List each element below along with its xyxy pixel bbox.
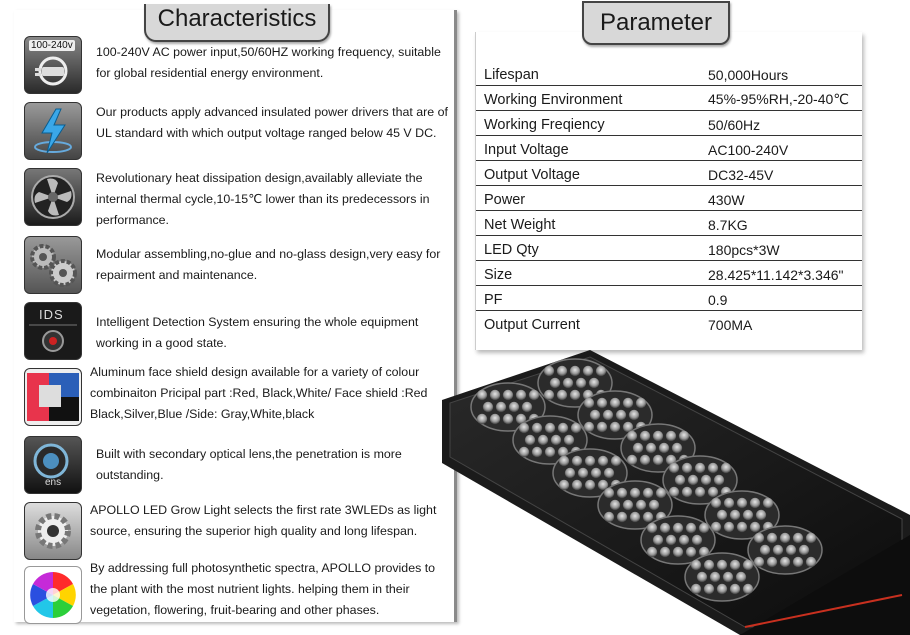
table-row bbox=[476, 285, 862, 311]
led-lens bbox=[708, 487, 718, 497]
led-lens bbox=[750, 522, 760, 532]
led-lens bbox=[490, 390, 500, 400]
led-lens bbox=[736, 572, 746, 582]
led-lens bbox=[640, 455, 650, 465]
led-lens bbox=[597, 398, 607, 408]
led-lens bbox=[786, 545, 796, 555]
led-lens bbox=[598, 456, 608, 466]
led-lens bbox=[653, 431, 663, 441]
param-value: DC32-45V bbox=[708, 167, 774, 183]
parameter-title: Parameter bbox=[582, 1, 730, 45]
led-lens bbox=[559, 480, 569, 490]
ids-icon-label: IDS bbox=[39, 307, 64, 322]
feature-text: Intelligent Detection System ensuring the whole equipment working in a good state. bbox=[96, 315, 419, 350]
characteristics-panel bbox=[14, 5, 457, 622]
led-lens bbox=[627, 431, 637, 441]
led-lens bbox=[585, 456, 595, 466]
led-lens bbox=[519, 423, 529, 433]
led-lens bbox=[767, 533, 777, 543]
led-lens bbox=[585, 480, 595, 490]
led-lens bbox=[686, 523, 696, 533]
led-lens bbox=[780, 533, 790, 543]
led-lens bbox=[717, 584, 727, 594]
led-lens bbox=[576, 378, 586, 388]
voltage-plug-icon bbox=[24, 36, 82, 94]
led-lens bbox=[653, 455, 663, 465]
led-lens bbox=[666, 535, 676, 545]
color-spectrum-icon bbox=[24, 566, 82, 624]
led-lens bbox=[660, 547, 670, 557]
feature-text: Aluminum face shield design available for a variety of colour combinaiton Pricipal part :Red, Black,White/ Face shield :Red Black,Silver,Blue /Side: Gray,White,black bbox=[90, 365, 428, 421]
param-value: 0.9 bbox=[708, 292, 728, 308]
voltage-icon-label: 100-240v bbox=[31, 40, 73, 51]
led-lens bbox=[596, 366, 606, 376]
led-lens bbox=[669, 487, 679, 497]
led-lens bbox=[679, 431, 689, 441]
table-row bbox=[476, 185, 862, 211]
led-lens bbox=[519, 447, 529, 457]
led-lens bbox=[522, 402, 532, 412]
param-value: 430W bbox=[708, 192, 745, 208]
led-lens bbox=[659, 443, 669, 453]
led-lens bbox=[673, 523, 683, 533]
led-lens bbox=[617, 512, 627, 522]
led-lens bbox=[793, 533, 803, 543]
led-lens bbox=[557, 366, 567, 376]
param-label: Size bbox=[484, 267, 513, 283]
led-lens bbox=[509, 402, 519, 412]
led-lens bbox=[647, 523, 657, 533]
led-lens bbox=[656, 488, 666, 498]
led-lens bbox=[679, 535, 689, 545]
led-lens bbox=[695, 463, 705, 473]
led-lens bbox=[503, 390, 513, 400]
led-lens bbox=[490, 414, 500, 424]
led-lens bbox=[544, 390, 554, 400]
feature-text: Built with secondary optical lens,the penetration is more outstanding. bbox=[96, 447, 402, 482]
led-lens bbox=[558, 423, 568, 433]
led-lens bbox=[697, 572, 707, 582]
led-lens bbox=[743, 510, 753, 520]
led-lens bbox=[477, 390, 487, 400]
led-lens bbox=[564, 435, 574, 445]
led-lens bbox=[496, 402, 506, 412]
led-lens bbox=[544, 366, 554, 376]
feature-text: Modular assembling,no-glue and no-glass design,very easy for repairment and maintenance. bbox=[96, 247, 441, 282]
parameter-table bbox=[475, 32, 862, 350]
led-lens bbox=[806, 557, 816, 567]
led-lens bbox=[692, 535, 702, 545]
led-lens bbox=[636, 500, 646, 510]
led-lens bbox=[532, 447, 542, 457]
led-lens bbox=[604, 468, 614, 478]
led-lens bbox=[767, 557, 777, 567]
lens-icon-label: ens bbox=[45, 477, 62, 488]
led-lens bbox=[538, 435, 548, 445]
led-lens bbox=[636, 398, 646, 408]
led-lens bbox=[545, 447, 555, 457]
param-label: Lifespan bbox=[484, 67, 539, 83]
led-lens bbox=[704, 560, 714, 570]
led-lens bbox=[477, 414, 487, 424]
led-lens bbox=[643, 512, 653, 522]
led-lens bbox=[754, 533, 764, 543]
table-row bbox=[476, 135, 862, 161]
led-lens bbox=[610, 500, 620, 510]
led-lens bbox=[617, 488, 627, 498]
led-lens bbox=[633, 443, 643, 453]
color-shield-icon bbox=[24, 368, 82, 426]
led-lens bbox=[590, 410, 600, 420]
table-row bbox=[476, 85, 862, 111]
led-lens bbox=[640, 431, 650, 441]
led-lens bbox=[551, 435, 561, 445]
led-lens bbox=[610, 422, 620, 432]
led-lens bbox=[623, 398, 633, 408]
led-lens bbox=[724, 522, 734, 532]
param-label: Working Freqiency bbox=[484, 117, 605, 133]
led-lens bbox=[760, 545, 770, 555]
feature-text: Revolutionary heat dissipation design,availably alleviate the internal thermal cycle,10-15℃ lower than its predecessors in performance. bbox=[96, 171, 430, 227]
led-lens bbox=[669, 463, 679, 473]
led-lens bbox=[691, 560, 701, 570]
table-row bbox=[476, 110, 862, 136]
led-lens bbox=[647, 547, 657, 557]
led-lens bbox=[563, 378, 573, 388]
led-lens bbox=[666, 431, 676, 441]
led-lens bbox=[730, 584, 740, 594]
led-lens bbox=[597, 422, 607, 432]
led-lens bbox=[688, 475, 698, 485]
led-module bbox=[748, 526, 822, 574]
led-lens bbox=[570, 366, 580, 376]
led-lens bbox=[584, 422, 594, 432]
led-lens bbox=[695, 487, 705, 497]
param-label: Output Current bbox=[484, 317, 580, 333]
led-grow-light-image bbox=[440, 345, 910, 635]
led-lens bbox=[672, 443, 682, 453]
led-lens bbox=[723, 572, 733, 582]
led-lens bbox=[708, 463, 718, 473]
param-value: 50,000Hours bbox=[708, 67, 789, 83]
param-label: LED Qty bbox=[484, 242, 539, 258]
led-lens bbox=[604, 488, 614, 498]
feature-text: APOLLO LED Grow Light selects the first rate 3WLEDs as light source, ensuring the superior high quality and long lifespan. bbox=[90, 503, 437, 538]
led-lens bbox=[559, 456, 569, 466]
led-lens bbox=[704, 584, 714, 594]
led-lens bbox=[603, 410, 613, 420]
optical-lens-icon bbox=[24, 436, 82, 494]
feature-text: By addressing full photosynthetic spectra, APOLLO provides to the plant with the most nutrient lights. helping them in their vegetation, flowering, fruit-bearing and other phases. bbox=[90, 561, 436, 617]
led-lens bbox=[557, 390, 567, 400]
led-lens bbox=[532, 423, 542, 433]
led-lens bbox=[675, 475, 685, 485]
led-lens bbox=[584, 398, 594, 408]
led-lens bbox=[516, 390, 526, 400]
led-lens bbox=[550, 378, 560, 388]
led-lens bbox=[743, 560, 753, 570]
param-label: PF bbox=[484, 292, 503, 308]
led-lens bbox=[660, 523, 670, 533]
led-lens bbox=[572, 480, 582, 490]
led-lens bbox=[630, 512, 640, 522]
led-lens bbox=[565, 468, 575, 478]
param-value: 180pcs*3W bbox=[708, 242, 780, 258]
led-lens bbox=[583, 366, 593, 376]
led-lens bbox=[717, 560, 727, 570]
param-value: AC100-240V bbox=[708, 142, 789, 158]
param-label: Input Voltage bbox=[484, 142, 569, 158]
led-lens bbox=[578, 468, 588, 478]
table-row bbox=[476, 310, 862, 335]
led-lens bbox=[711, 498, 721, 508]
led-lens bbox=[717, 510, 727, 520]
param-label: Net Weight bbox=[484, 217, 556, 233]
led-lens bbox=[763, 498, 773, 508]
led-lens bbox=[793, 557, 803, 567]
led-lens bbox=[611, 456, 621, 466]
led-lens bbox=[627, 455, 637, 465]
led-lens bbox=[806, 533, 816, 543]
led-lens bbox=[629, 410, 639, 420]
characteristics-title: Characteristics bbox=[144, 4, 330, 42]
led-lens bbox=[799, 545, 809, 555]
led-lens bbox=[589, 378, 599, 388]
led-lens bbox=[737, 522, 747, 532]
led-lens bbox=[701, 475, 711, 485]
table-row bbox=[476, 160, 862, 186]
param-label: Working Environment bbox=[484, 92, 623, 108]
param-value: 50/60Hz bbox=[708, 117, 761, 133]
led-lens bbox=[724, 498, 734, 508]
cooling-fan-icon bbox=[24, 168, 82, 226]
param-value: 45%-95%RH,-20-40℃ bbox=[708, 91, 850, 107]
led-lens bbox=[616, 410, 626, 420]
gear-settings-icon bbox=[24, 502, 82, 560]
param-label: Output Voltage bbox=[484, 167, 580, 183]
led-lens bbox=[743, 584, 753, 594]
modular-gears-icon bbox=[24, 236, 82, 294]
led-lens bbox=[653, 535, 663, 545]
led-lens bbox=[691, 584, 701, 594]
led-lens bbox=[673, 547, 683, 557]
led-lens bbox=[730, 560, 740, 570]
feature-text: Our products apply advanced insulated power drivers that are of UL standard with which output voltage ranged below 45 V DC. bbox=[96, 105, 448, 140]
table-row bbox=[476, 210, 862, 236]
param-label: Power bbox=[484, 192, 526, 208]
led-lens bbox=[604, 512, 614, 522]
table-row bbox=[476, 235, 862, 261]
param-value: 8.7KG bbox=[708, 217, 748, 233]
table-row bbox=[476, 60, 862, 86]
led-lens bbox=[721, 463, 731, 473]
led-lens bbox=[773, 545, 783, 555]
led-lens bbox=[610, 398, 620, 408]
led-lens bbox=[750, 498, 760, 508]
led-lens bbox=[525, 435, 535, 445]
led-lens bbox=[682, 463, 692, 473]
led-lens bbox=[572, 456, 582, 466]
led-lens bbox=[570, 390, 580, 400]
param-value: 28.425*11.142*3.346" bbox=[708, 267, 844, 283]
feature-text: 100-240V AC power input,50/60HZ working frequency, suitable for global residential energy environment. bbox=[96, 45, 441, 80]
led-lens bbox=[714, 475, 724, 485]
led-lens bbox=[571, 423, 581, 433]
param-value: 700MA bbox=[708, 317, 753, 333]
led-lens bbox=[730, 510, 740, 520]
led-lens bbox=[686, 547, 696, 557]
led-lens bbox=[780, 557, 790, 567]
led-lens bbox=[503, 414, 513, 424]
led-lens bbox=[643, 488, 653, 498]
led-lens bbox=[591, 468, 601, 478]
led-lens bbox=[630, 488, 640, 498]
led-lens bbox=[649, 500, 659, 510]
led-lens bbox=[646, 443, 656, 453]
led-lens bbox=[623, 500, 633, 510]
led-lens bbox=[737, 498, 747, 508]
table-row bbox=[476, 260, 862, 286]
led-lens bbox=[545, 423, 555, 433]
led-lens bbox=[529, 390, 539, 400]
led-lens bbox=[682, 487, 692, 497]
led-lens bbox=[483, 402, 493, 412]
led-lens bbox=[699, 523, 709, 533]
led-lens bbox=[710, 572, 720, 582]
led-lens bbox=[756, 510, 766, 520]
lightning-bolt-icon bbox=[24, 102, 82, 160]
led-module bbox=[685, 553, 759, 601]
ids-detection-icon bbox=[24, 302, 82, 360]
